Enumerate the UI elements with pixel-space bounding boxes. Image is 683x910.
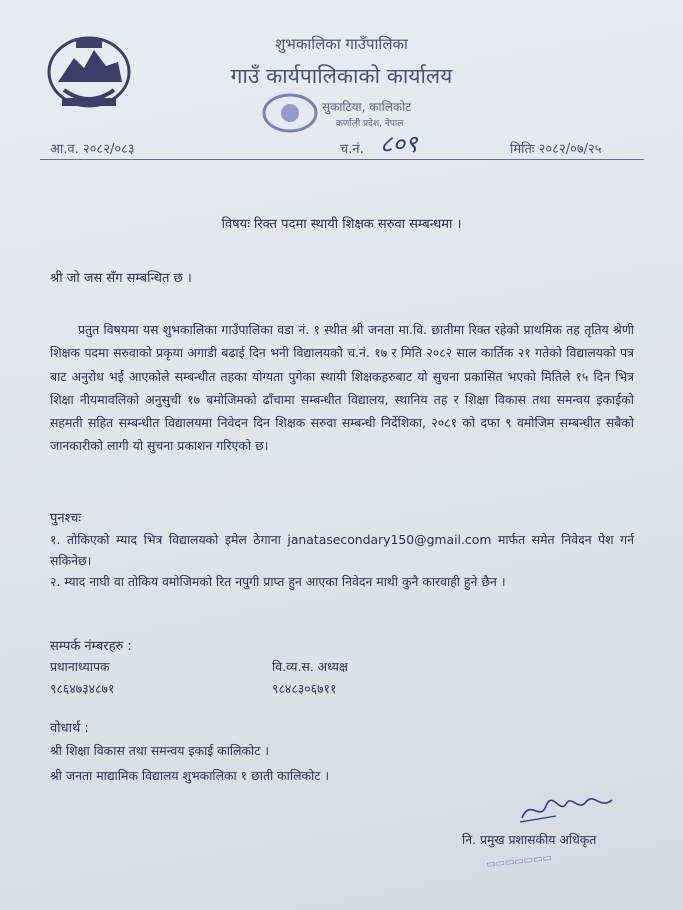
postscript-item-2: २. म्याद नाघी वा तोकिय वमोजिमको रित नपुगी प्राप्त हुन आएका निवेदन माथी कुनै कारवाही हुने छैन । xyxy=(50,574,506,589)
principal-label: प्रधानाध्यापक xyxy=(50,659,110,674)
postscript-title: पुनश्चः xyxy=(50,511,82,526)
office-address: सुकाटिया, कालिकोट xyxy=(322,100,412,114)
chair-number: ९८४८३०६७११ xyxy=(272,681,337,696)
ref-number: ८०९ xyxy=(380,130,418,158)
bodharth-line-2: श्री जनता माद्यामिक विद्यालय शुभकालिका १ छाती कालिकोट । xyxy=(50,768,330,783)
bodharth-title: वोधार्थ : xyxy=(50,721,89,736)
postscript-item-1: १. तोकिएको म्याद भित्र विद्यालयको इमेल ठेगाना janatasecondary150@gmail.com मार्फत समेत निवेदन पेश गर्न सकिनेछ। xyxy=(50,532,634,568)
body-paragraph: प्रतुत विषयमा यस शुभकालिका गाउँपालिका वडा नं. १ स्थीत श्री जनता मा.वि. छातीमा रिक्त रहेको प्राथमिक तह तृतिय श्रेणी शिक्षक पदमा सरुवाको प्रकृया अगाडी बढाई दिन भनी विद्यालयको च.नं. १७ र मिति २०८२ साल कार्तिक २१ गतेको विद्यालयको पत्र बाट अनुरोध भई आएकोले सम्बन्धीत तहका योग्यता पुगेका स्थायी शिक्षकहरुबाट यो सुचना प्रकासित भएको मितिले १५ दिन भित्र शिक्षा नीयमावलिको अनुसुची १७ बमोजिमको ढाँचामा सम्बन्धीत विद्यालय, स्थानिय तह र शिक्षा विकास तथा समन्वय इकाईको सहमती सहित सम्बन्धीत विद्यालयमा निवेदन दिन शिक्षक सरुवा सम्बन्धी निर्देशिका, २०८१ को दफा ९ वमोजिम सम्बन्धीत सबैको जानकारीको लागी यो सुचना प्रकाशन गरिएको छ। xyxy=(50,322,634,454)
subject-line: विषयः रिक्त पदमा स्थायी शिक्षक सरुवा सम्बन्धमा । xyxy=(221,217,462,232)
office-name: गाउँ कार्यपालिकाको कार्यालय xyxy=(230,64,453,88)
bodharth-line-1: श्री शिक्षा विकास तथा समन्वय इकाई कालिकोट । xyxy=(50,743,270,758)
municipality-name: शुभकालिका गाउँपालिका xyxy=(275,35,408,53)
province-name: कर्णाली प्रदेश, नेपाल xyxy=(336,119,404,129)
signatory-title: नि. प्रमुख प्रशासकीय अधिकृत xyxy=(462,832,597,847)
letter-date: मितिः २०८२/०७/२५ xyxy=(510,142,602,157)
principal-number: ९८६४७३४८७१ xyxy=(50,681,115,696)
addressee: श्री जो जस सँग सम्बन्धित छ । xyxy=(50,271,192,286)
office-seal-stamp xyxy=(260,92,320,134)
officer-stamp: ▭▭▭▭▭▭▭ xyxy=(485,852,553,871)
reference-line xyxy=(40,130,644,160)
ref-label: च.नं. xyxy=(340,142,364,157)
chair-label: वि.व्य.स. अध्यक्ष xyxy=(272,659,348,674)
fiscal-year: आ.व. २०८२/०८३ xyxy=(50,142,135,157)
contacts-title: सम्पर्क नंम्बरहरु : xyxy=(50,639,132,654)
handwritten-signature xyxy=(516,792,616,826)
